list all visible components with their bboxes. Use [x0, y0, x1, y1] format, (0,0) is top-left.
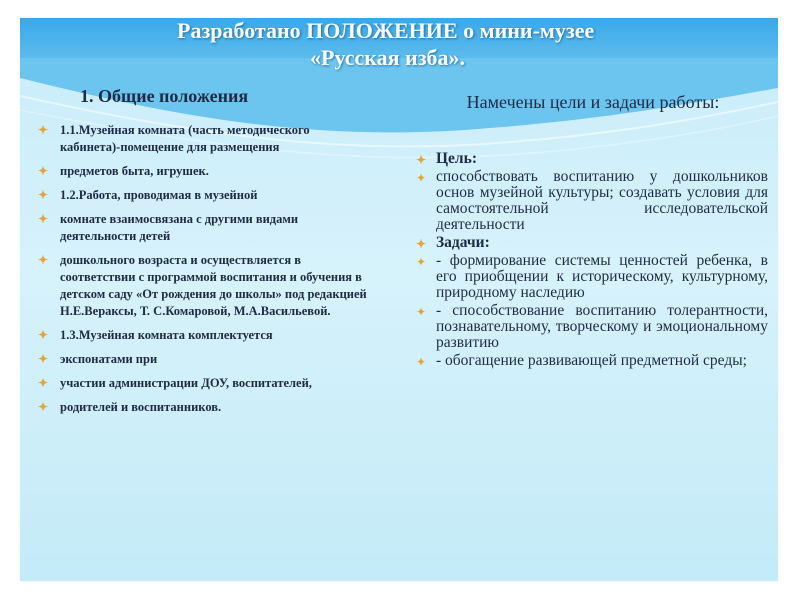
star-bullet-icon: ✦	[38, 164, 49, 178]
list-item: ✦ 1.3.Музейная комната комплектуется	[38, 328, 273, 342]
star-bullet-icon: ✦	[416, 237, 427, 251]
star-bullet-icon: ✦	[38, 376, 49, 390]
star-bullet-icon: ✦	[38, 253, 49, 267]
goals-tasks-list	[416, 151, 768, 371]
star-bullet-icon: ✦	[38, 188, 49, 202]
star-bullet-icon: ✦	[416, 355, 427, 369]
list-item: ✦ дошкольного возраста и осуществляется в соответствии с программой воспитания и обучения в детском саду «От рождения до школы» под редакцией Н.Е.Вераксы, Т. С.Комаровой, М.А.Васильевой.	[38, 253, 367, 318]
list-item: ✦ участии администрации ДОУ, воспитателей,	[38, 376, 312, 390]
tasks-label: ✦ Задачи:	[416, 234, 490, 251]
star-bullet-icon: ✦	[416, 305, 427, 319]
star-bullet-icon: ✦	[416, 255, 427, 269]
title-line-2: «Русская изба».	[310, 45, 466, 70]
left-heading: 1. Общие положения	[80, 86, 249, 106]
star-bullet-icon: ✦	[38, 400, 49, 414]
star-bullet-icon: ✦	[38, 328, 49, 342]
list-item: ✦ способствовать воспитанию у дошкольников основ музейной культуры; создавать условия для самостоятельной исследовательской деятельности	[416, 168, 768, 233]
general-provisions-list	[38, 122, 368, 423]
slide	[20, 18, 778, 581]
list-item: ✦ 1.1.Музейная комната (часть методического кабинета)-помещение для размещения	[38, 123, 310, 154]
list-item: ✦ предметов быта, игрушек.	[38, 164, 209, 178]
goal-label: ✦ Цель:	[416, 150, 477, 167]
list-item: ✦ комнате взаимосвязана с другими видами деятельности детей	[38, 212, 299, 243]
list-item: ✦ экспонатами при	[38, 352, 158, 366]
list-item: ✦ - формирование системы ценностей ребенка, в его приобщении к историческому, культурному, природному наследию	[416, 252, 768, 301]
star-bullet-icon: ✦	[416, 153, 427, 167]
list-item: ✦ 1.2.Работа, проводимая в музейной	[38, 188, 258, 202]
list-item: ✦ - способствование воспитанию толерантности, познавательному, творческому и эмоциональному развитию	[416, 302, 768, 351]
star-bullet-icon: ✦	[38, 123, 49, 137]
star-bullet-icon: ✦	[38, 212, 49, 226]
list-item: ✦ родителей и воспитанников.	[38, 400, 222, 414]
star-bullet-icon: ✦	[38, 352, 49, 366]
right-heading: Намечены цели и задачи работы:	[466, 92, 720, 112]
star-bullet-icon: ✦	[416, 171, 427, 185]
title-line-1: Разработано ПОЛОЖЕНИЕ о мини-музее	[177, 18, 595, 43]
list-item: ✦ - обогащение развивающей предметной среды;	[416, 352, 747, 369]
